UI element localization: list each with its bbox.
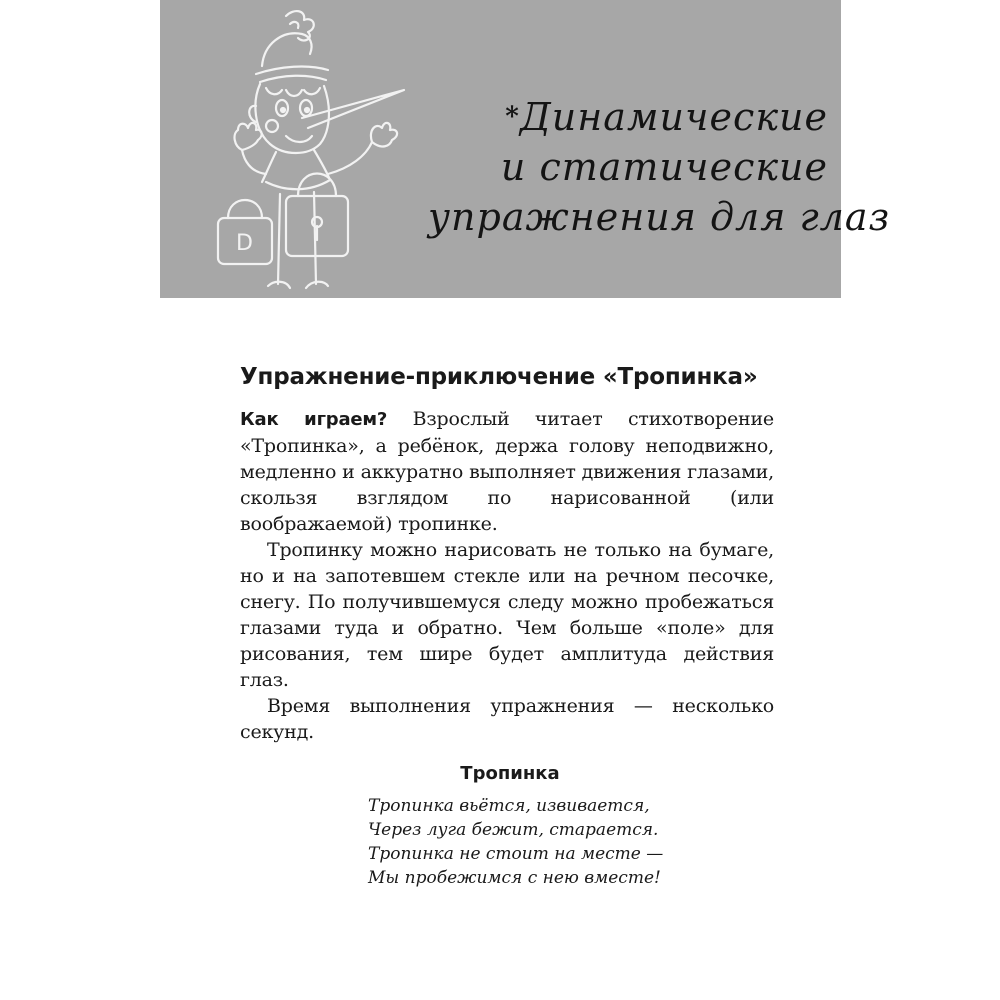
chapter-title-line-1-text: Динамические [519, 95, 828, 139]
poem-line: Тропинка вьётся, извивается, [368, 796, 650, 816]
exercise-intro-paragraph [240, 406, 774, 537]
chapter-title [428, 92, 891, 242]
exercise-title: Упражнение-приключение «Тропинка» [240, 364, 758, 390]
poem-lines [300, 794, 720, 890]
poem-title: Тропинка [460, 763, 560, 784]
poem-line: Через луга бежит, старается. [368, 820, 659, 840]
chapter-title-line-2: и статические [500, 145, 828, 189]
illustration-letter: D [236, 231, 253, 256]
exercise-paragraph-2: Тропинку можно нарисовать не только на бумаге, но и на запотевшем стекле или на речном песочке, снегу. По получившемуся следу можно пробежаться глазами туда и обратно. Чем больше «поле» для рисования, тем шире будет амплитуда действия глаз. [240, 539, 774, 691]
pinocchio-illustration [190, 4, 450, 296]
exercise-article [240, 362, 774, 745]
title-star-marker: * [505, 102, 520, 132]
poem-line: Мы пробежимся с нею вместе! [368, 868, 661, 888]
intro-text: Взрослый читает стихотворение «Тропинка», а ребёнок, держа голову неподвижно, медленно и аккуратно выполняет движения глазами, скользя взглядом по нарисованной (или воображаемой) тропинке. [240, 408, 774, 535]
poem-block [300, 760, 720, 890]
exercise-paragraph-3: Время выполнения упражнения — несколько секунд. [240, 695, 774, 743]
chapter-title-line-3: упражнения для глаз [428, 195, 891, 239]
how-to-play-label: Как играем? [240, 409, 388, 430]
poem-line: Тропинка не стоит на месте — [368, 844, 664, 864]
chapter-header-band [160, 0, 891, 298]
chapter-title-line-1 [428, 92, 828, 142]
